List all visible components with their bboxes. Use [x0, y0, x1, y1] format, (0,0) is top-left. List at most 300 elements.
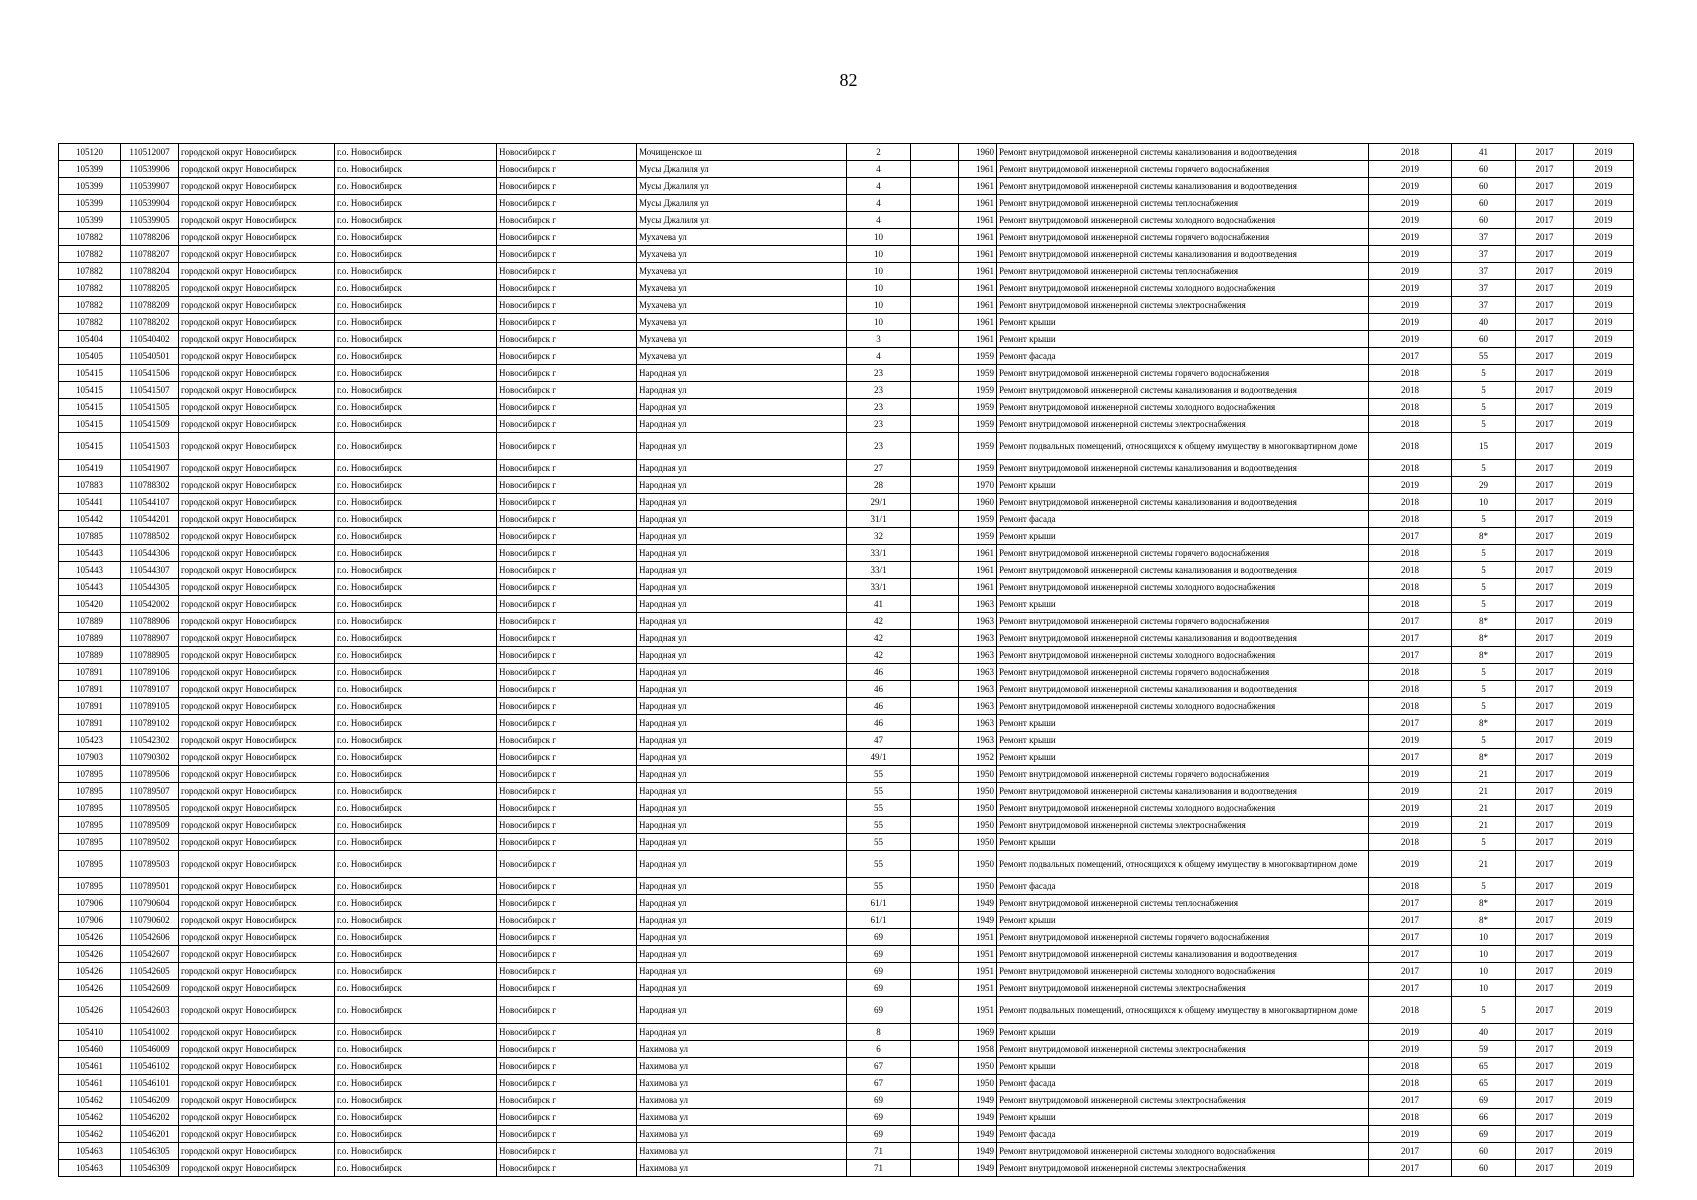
house-id-cell: 105441	[59, 494, 121, 511]
building-cell: 10	[847, 314, 911, 331]
letter-cell	[911, 698, 959, 715]
settlement-cell: г.о. Новосибирск	[335, 1058, 497, 1075]
letter-cell	[911, 596, 959, 613]
settlement-cell: г.о. Новосибирск	[335, 766, 497, 783]
work-type-cell: Ремонт внутридомовой инженерной системы теплоснабжения	[997, 195, 1369, 212]
district-cell: городской округ Новосибирск	[179, 895, 335, 912]
street-cell: Народная ул	[637, 511, 847, 528]
table-row	[59, 246, 1634, 263]
period-end-cell: 2019	[1574, 817, 1634, 834]
plan-year-cell: 2019	[1369, 229, 1452, 246]
letter-cell	[911, 800, 959, 817]
plan-year-cell: 2018	[1369, 878, 1452, 895]
letter-cell	[911, 416, 959, 433]
district-cell: городской округ Новосибирск	[179, 912, 335, 929]
cost-cell: 10	[1452, 929, 1516, 946]
period-end-cell: 2019	[1574, 912, 1634, 929]
object-id-cell: 110541507	[121, 382, 179, 399]
street-cell: Народная ул	[637, 579, 847, 596]
period-end-cell: 2019	[1574, 416, 1634, 433]
table-row	[59, 613, 1634, 630]
city-cell: Новосибирск г	[497, 980, 637, 997]
object-id-cell: 110789106	[121, 664, 179, 681]
object-id-cell: 110542609	[121, 980, 179, 997]
table-row	[59, 348, 1634, 365]
letter-cell	[911, 1092, 959, 1109]
period-start-cell: 2017	[1516, 1075, 1574, 1092]
city-cell: Новосибирск г	[497, 579, 637, 596]
year-built-cell: 1949	[959, 895, 997, 912]
cost-cell: 5	[1452, 579, 1516, 596]
period-start-cell: 2017	[1516, 997, 1574, 1024]
period-start-cell: 2017	[1516, 579, 1574, 596]
year-built-cell: 1970	[959, 477, 997, 494]
table-row	[59, 399, 1634, 416]
table-row	[59, 297, 1634, 314]
work-type-cell: Ремонт внутридомовой инженерной системы горячего водоснабжения	[997, 929, 1369, 946]
work-type-cell: Ремонт внутридомовой инженерной системы горячего водоснабжения	[997, 229, 1369, 246]
plan-year-cell: 2017	[1369, 1160, 1452, 1177]
settlement-cell: г.о. Новосибирск	[335, 834, 497, 851]
year-built-cell: 1949	[959, 1126, 997, 1143]
period-start-cell: 2017	[1516, 630, 1574, 647]
city-cell: Новосибирск г	[497, 562, 637, 579]
letter-cell	[911, 528, 959, 545]
district-cell: городской округ Новосибирск	[179, 246, 335, 263]
district-cell: городской округ Новосибирск	[179, 1143, 335, 1160]
district-cell: городской округ Новосибирск	[179, 1160, 335, 1177]
city-cell: Новосибирск г	[497, 698, 637, 715]
house-id-cell: 105420	[59, 596, 121, 613]
settlement-cell: г.о. Новосибирск	[335, 545, 497, 562]
plan-year-cell: 2017	[1369, 1092, 1452, 1109]
building-cell: 23	[847, 399, 911, 416]
year-built-cell: 1959	[959, 382, 997, 399]
letter-cell	[911, 229, 959, 246]
period-start-cell: 2017	[1516, 929, 1574, 946]
house-id-cell: 105120	[59, 144, 121, 161]
letter-cell	[911, 144, 959, 161]
street-cell: Народная ул	[637, 365, 847, 382]
house-id-cell: 105442	[59, 511, 121, 528]
plan-year-cell: 2019	[1369, 297, 1452, 314]
plan-year-cell: 2017	[1369, 1143, 1452, 1160]
street-cell: Мухачева ул	[637, 263, 847, 280]
building-cell: 23	[847, 433, 911, 460]
work-type-cell: Ремонт внутридомовой инженерной системы электроснабжения	[997, 1041, 1369, 1058]
cost-cell: 60	[1452, 195, 1516, 212]
object-id-cell: 110546009	[121, 1041, 179, 1058]
cost-cell: 10	[1452, 980, 1516, 997]
work-type-cell: Ремонт внутридомовой инженерной системы холодного водоснабжения	[997, 280, 1369, 297]
period-end-cell: 2019	[1574, 1041, 1634, 1058]
house-id-cell: 107889	[59, 647, 121, 664]
city-cell: Новосибирск г	[497, 399, 637, 416]
building-cell: 55	[847, 834, 911, 851]
period-end-cell: 2019	[1574, 698, 1634, 715]
period-start-cell: 2017	[1516, 749, 1574, 766]
object-id-cell: 110789505	[121, 800, 179, 817]
city-cell: Новосибирск г	[497, 630, 637, 647]
period-start-cell: 2017	[1516, 800, 1574, 817]
table-row	[59, 895, 1634, 912]
city-cell: Новосибирск г	[497, 314, 637, 331]
district-cell: городской округ Новосибирск	[179, 562, 335, 579]
letter-cell	[911, 178, 959, 195]
district-cell: городской округ Новосибирск	[179, 980, 335, 997]
work-type-cell: Ремонт фасада	[997, 878, 1369, 895]
city-cell: Новосибирск г	[497, 229, 637, 246]
period-start-cell: 2017	[1516, 229, 1574, 246]
object-id-cell: 110541503	[121, 433, 179, 460]
street-cell: Нахимова ул	[637, 1058, 847, 1075]
year-built-cell: 1959	[959, 365, 997, 382]
cost-cell: 5	[1452, 878, 1516, 895]
work-type-cell: Ремонт внутридомовой инженерной системы канализования и водоотведения	[997, 946, 1369, 963]
cost-cell: 8*	[1452, 715, 1516, 732]
period-end-cell: 2019	[1574, 511, 1634, 528]
building-cell: 10	[847, 229, 911, 246]
house-id-cell: 107895	[59, 783, 121, 800]
settlement-cell: г.о. Новосибирск	[335, 630, 497, 647]
street-cell: Народная ул	[637, 1024, 847, 1041]
house-id-cell: 105463	[59, 1160, 121, 1177]
district-cell: городской округ Новосибирск	[179, 1075, 335, 1092]
plan-year-cell: 2017	[1369, 348, 1452, 365]
period-start-cell: 2017	[1516, 1143, 1574, 1160]
city-cell: Новосибирск г	[497, 929, 637, 946]
district-cell: городской округ Новосибирск	[179, 749, 335, 766]
object-id-cell: 110539906	[121, 161, 179, 178]
letter-cell	[911, 399, 959, 416]
street-cell: Народная ул	[637, 416, 847, 433]
city-cell: Новосибирск г	[497, 433, 637, 460]
cost-cell: 60	[1452, 1143, 1516, 1160]
work-type-cell: Ремонт фасада	[997, 348, 1369, 365]
work-type-cell: Ремонт внутридомовой инженерной системы канализования и водоотведения	[997, 494, 1369, 511]
city-cell: Новосибирск г	[497, 280, 637, 297]
building-cell: 23	[847, 382, 911, 399]
cost-cell: 10	[1452, 963, 1516, 980]
period-start-cell: 2017	[1516, 161, 1574, 178]
cost-cell: 8*	[1452, 895, 1516, 912]
period-start-cell: 2017	[1516, 562, 1574, 579]
city-cell: Новосибирск г	[497, 545, 637, 562]
letter-cell	[911, 348, 959, 365]
work-type-cell: Ремонт внутридомовой инженерной системы электроснабжения	[997, 980, 1369, 997]
period-end-cell: 2019	[1574, 783, 1634, 800]
plan-year-cell: 2019	[1369, 1126, 1452, 1143]
city-cell: Новосибирск г	[497, 647, 637, 664]
object-id-cell: 110541002	[121, 1024, 179, 1041]
letter-cell	[911, 382, 959, 399]
table-row	[59, 1041, 1634, 1058]
table-row	[59, 477, 1634, 494]
building-cell: 2	[847, 144, 911, 161]
plan-year-cell: 2019	[1369, 314, 1452, 331]
street-cell: Мухачева ул	[637, 331, 847, 348]
settlement-cell: г.о. Новосибирск	[335, 912, 497, 929]
year-built-cell: 1959	[959, 416, 997, 433]
district-cell: городской округ Новосибирск	[179, 698, 335, 715]
period-start-cell: 2017	[1516, 946, 1574, 963]
period-start-cell: 2017	[1516, 1126, 1574, 1143]
settlement-cell: г.о. Новосибирск	[335, 348, 497, 365]
city-cell: Новосибирск г	[497, 681, 637, 698]
object-id-cell: 110546201	[121, 1126, 179, 1143]
city-cell: Новосибирск г	[497, 946, 637, 963]
city-cell: Новосибирск г	[497, 178, 637, 195]
work-type-cell: Ремонт внутридомовой инженерной системы канализования и водоотведения	[997, 783, 1369, 800]
table-row	[59, 280, 1634, 297]
letter-cell	[911, 766, 959, 783]
settlement-cell: г.о. Новосибирск	[335, 178, 497, 195]
period-start-cell: 2017	[1516, 399, 1574, 416]
letter-cell	[911, 1058, 959, 1075]
year-built-cell: 1961	[959, 229, 997, 246]
table-row	[59, 416, 1634, 433]
letter-cell	[911, 1109, 959, 1126]
settlement-cell: г.о. Новосибирск	[335, 365, 497, 382]
building-cell: 55	[847, 783, 911, 800]
building-cell: 55	[847, 800, 911, 817]
house-id-cell: 105426	[59, 946, 121, 963]
plan-year-cell: 2017	[1369, 929, 1452, 946]
object-id-cell: 110542606	[121, 929, 179, 946]
building-cell: 47	[847, 732, 911, 749]
plan-year-cell: 2018	[1369, 433, 1452, 460]
work-type-cell: Ремонт внутридомовой инженерной системы холодного водоснабжения	[997, 1143, 1369, 1160]
settlement-cell: г.о. Новосибирск	[335, 800, 497, 817]
object-id-cell: 110790604	[121, 895, 179, 912]
district-cell: городской округ Новосибирск	[179, 613, 335, 630]
city-cell: Новосибирск г	[497, 195, 637, 212]
district-cell: городской округ Новосибирск	[179, 348, 335, 365]
work-type-cell: Ремонт внутридомовой инженерной системы электроснабжения	[997, 297, 1369, 314]
street-cell: Мухачева ул	[637, 348, 847, 365]
house-id-cell: 105443	[59, 579, 121, 596]
plan-year-cell: 2018	[1369, 997, 1452, 1024]
period-start-cell: 2017	[1516, 528, 1574, 545]
work-type-cell: Ремонт крыши	[997, 732, 1369, 749]
work-type-cell: Ремонт внутридомовой инженерной системы горячего водоснабжения	[997, 664, 1369, 681]
year-built-cell: 1959	[959, 528, 997, 545]
city-cell: Новосибирск г	[497, 664, 637, 681]
house-id-cell: 105460	[59, 1041, 121, 1058]
house-id-cell: 107891	[59, 681, 121, 698]
building-cell: 46	[847, 664, 911, 681]
period-end-cell: 2019	[1574, 681, 1634, 698]
street-cell: Мусы Джалиля ул	[637, 195, 847, 212]
house-id-cell: 107885	[59, 528, 121, 545]
settlement-cell: г.о. Новосибирск	[335, 212, 497, 229]
year-built-cell: 1959	[959, 460, 997, 477]
house-id-cell: 107895	[59, 817, 121, 834]
letter-cell	[911, 331, 959, 348]
building-cell: 10	[847, 280, 911, 297]
plan-year-cell: 2018	[1369, 698, 1452, 715]
building-cell: 42	[847, 613, 911, 630]
table-row	[59, 1024, 1634, 1041]
district-cell: городской округ Новосибирск	[179, 647, 335, 664]
letter-cell	[911, 946, 959, 963]
work-type-cell: Ремонт внутридомовой инженерной системы холодного водоснабжения	[997, 579, 1369, 596]
building-cell: 61/1	[847, 912, 911, 929]
year-built-cell: 1958	[959, 1041, 997, 1058]
year-built-cell: 1950	[959, 851, 997, 878]
table-row	[59, 365, 1634, 382]
street-cell: Народная ул	[637, 545, 847, 562]
district-cell: городской округ Новосибирск	[179, 399, 335, 416]
year-built-cell: 1949	[959, 1160, 997, 1177]
cost-cell: 5	[1452, 698, 1516, 715]
work-type-cell: Ремонт внутридомовой инженерной системы горячего водоснабжения	[997, 365, 1369, 382]
year-built-cell: 1960	[959, 494, 997, 511]
settlement-cell: г.о. Новосибирск	[335, 664, 497, 681]
object-id-cell: 110788205	[121, 280, 179, 297]
year-built-cell: 1963	[959, 681, 997, 698]
district-cell: городской округ Новосибирск	[179, 963, 335, 980]
object-id-cell: 110544107	[121, 494, 179, 511]
house-id-cell: 105399	[59, 212, 121, 229]
house-id-cell: 105415	[59, 365, 121, 382]
house-id-cell: 107882	[59, 263, 121, 280]
house-id-cell: 105405	[59, 348, 121, 365]
work-type-cell: Ремонт подвальных помещений, относящихся к общему имуществу в многоквартирном доме	[997, 433, 1369, 460]
city-cell: Новосибирск г	[497, 365, 637, 382]
period-end-cell: 2019	[1574, 528, 1634, 545]
object-id-cell: 110546102	[121, 1058, 179, 1075]
period-end-cell: 2019	[1574, 348, 1634, 365]
building-cell: 23	[847, 365, 911, 382]
letter-cell	[911, 997, 959, 1024]
period-end-cell: 2019	[1574, 545, 1634, 562]
work-type-cell: Ремонт внутридомовой инженерной системы электроснабжения	[997, 1092, 1369, 1109]
city-cell: Новосибирск г	[497, 460, 637, 477]
period-end-cell: 2019	[1574, 834, 1634, 851]
cost-cell: 5	[1452, 511, 1516, 528]
period-end-cell: 2019	[1574, 178, 1634, 195]
table-row	[59, 433, 1634, 460]
house-id-cell: 107882	[59, 314, 121, 331]
object-id-cell: 110542605	[121, 963, 179, 980]
table-row	[59, 331, 1634, 348]
table-row	[59, 229, 1634, 246]
plan-year-cell: 2019	[1369, 263, 1452, 280]
plan-year-cell: 2018	[1369, 494, 1452, 511]
street-cell: Нахимова ул	[637, 1143, 847, 1160]
work-type-cell: Ремонт крыши	[997, 1058, 1369, 1075]
house-id-cell: 105462	[59, 1126, 121, 1143]
district-cell: городской округ Новосибирск	[179, 297, 335, 314]
street-cell: Народная ул	[637, 562, 847, 579]
year-built-cell: 1963	[959, 647, 997, 664]
building-cell: 67	[847, 1058, 911, 1075]
work-type-cell: Ремонт внутридомовой инженерной системы канализования и водоотведения	[997, 144, 1369, 161]
period-start-cell: 2017	[1516, 348, 1574, 365]
period-start-cell: 2017	[1516, 382, 1574, 399]
district-cell: городской округ Новосибирск	[179, 212, 335, 229]
period-end-cell: 2019	[1574, 800, 1634, 817]
city-cell: Новосибирск г	[497, 161, 637, 178]
building-cell: 28	[847, 477, 911, 494]
work-type-cell: Ремонт внутридомовой инженерной системы канализования и водоотведения	[997, 681, 1369, 698]
building-cell: 55	[847, 766, 911, 783]
year-built-cell: 1950	[959, 878, 997, 895]
building-cell: 41	[847, 596, 911, 613]
table-row	[59, 382, 1634, 399]
settlement-cell: г.о. Новосибирск	[335, 314, 497, 331]
object-id-cell: 110788202	[121, 314, 179, 331]
work-type-cell: Ремонт внутридомовой инженерной системы холодного водоснабжения	[997, 647, 1369, 664]
year-built-cell: 1969	[959, 1024, 997, 1041]
city-cell: Новосибирск г	[497, 477, 637, 494]
period-start-cell: 2017	[1516, 766, 1574, 783]
cost-cell: 8*	[1452, 630, 1516, 647]
object-id-cell: 110789503	[121, 851, 179, 878]
object-id-cell: 110788204	[121, 263, 179, 280]
building-cell: 69	[847, 946, 911, 963]
year-built-cell: 1961	[959, 579, 997, 596]
period-start-cell: 2017	[1516, 246, 1574, 263]
plan-year-cell: 2017	[1369, 946, 1452, 963]
plan-year-cell: 2018	[1369, 579, 1452, 596]
district-cell: городской округ Новосибирск	[179, 596, 335, 613]
period-start-cell: 2017	[1516, 834, 1574, 851]
cost-cell: 41	[1452, 144, 1516, 161]
year-built-cell: 1949	[959, 912, 997, 929]
plan-year-cell: 2017	[1369, 980, 1452, 997]
object-id-cell: 110541505	[121, 399, 179, 416]
letter-cell	[911, 1160, 959, 1177]
district-cell: городской округ Новосибирск	[179, 416, 335, 433]
district-cell: городской округ Новосибирск	[179, 263, 335, 280]
building-cell: 55	[847, 851, 911, 878]
table-row	[59, 195, 1634, 212]
street-cell: Народная ул	[637, 878, 847, 895]
district-cell: городской округ Новосибирск	[179, 161, 335, 178]
street-cell: Народная ул	[637, 895, 847, 912]
page-number: 82	[839, 70, 858, 90]
building-cell: 42	[847, 647, 911, 664]
letter-cell	[911, 280, 959, 297]
table-row	[59, 912, 1634, 929]
object-id-cell: 110539905	[121, 212, 179, 229]
district-cell: городской округ Новосибирск	[179, 1058, 335, 1075]
table-row	[59, 878, 1634, 895]
object-id-cell: 110788206	[121, 229, 179, 246]
table-row	[59, 1092, 1634, 1109]
table-row	[59, 1143, 1634, 1160]
work-type-cell: Ремонт внутридомовой инженерной системы горячего водоснабжения	[997, 545, 1369, 562]
cost-cell: 5	[1452, 382, 1516, 399]
period-start-cell: 2017	[1516, 263, 1574, 280]
letter-cell	[911, 912, 959, 929]
street-cell: Народная ул	[637, 596, 847, 613]
period-end-cell: 2019	[1574, 331, 1634, 348]
table-row	[59, 161, 1634, 178]
year-built-cell: 1952	[959, 749, 997, 766]
cost-cell: 37	[1452, 229, 1516, 246]
city-cell: Новосибирск г	[497, 963, 637, 980]
cost-cell: 60	[1452, 1160, 1516, 1177]
period-start-cell: 2017	[1516, 178, 1574, 195]
period-start-cell: 2017	[1516, 1160, 1574, 1177]
settlement-cell: г.о. Новосибирск	[335, 783, 497, 800]
object-id-cell: 110544201	[121, 511, 179, 528]
building-cell: 46	[847, 681, 911, 698]
street-cell: Народная ул	[637, 681, 847, 698]
